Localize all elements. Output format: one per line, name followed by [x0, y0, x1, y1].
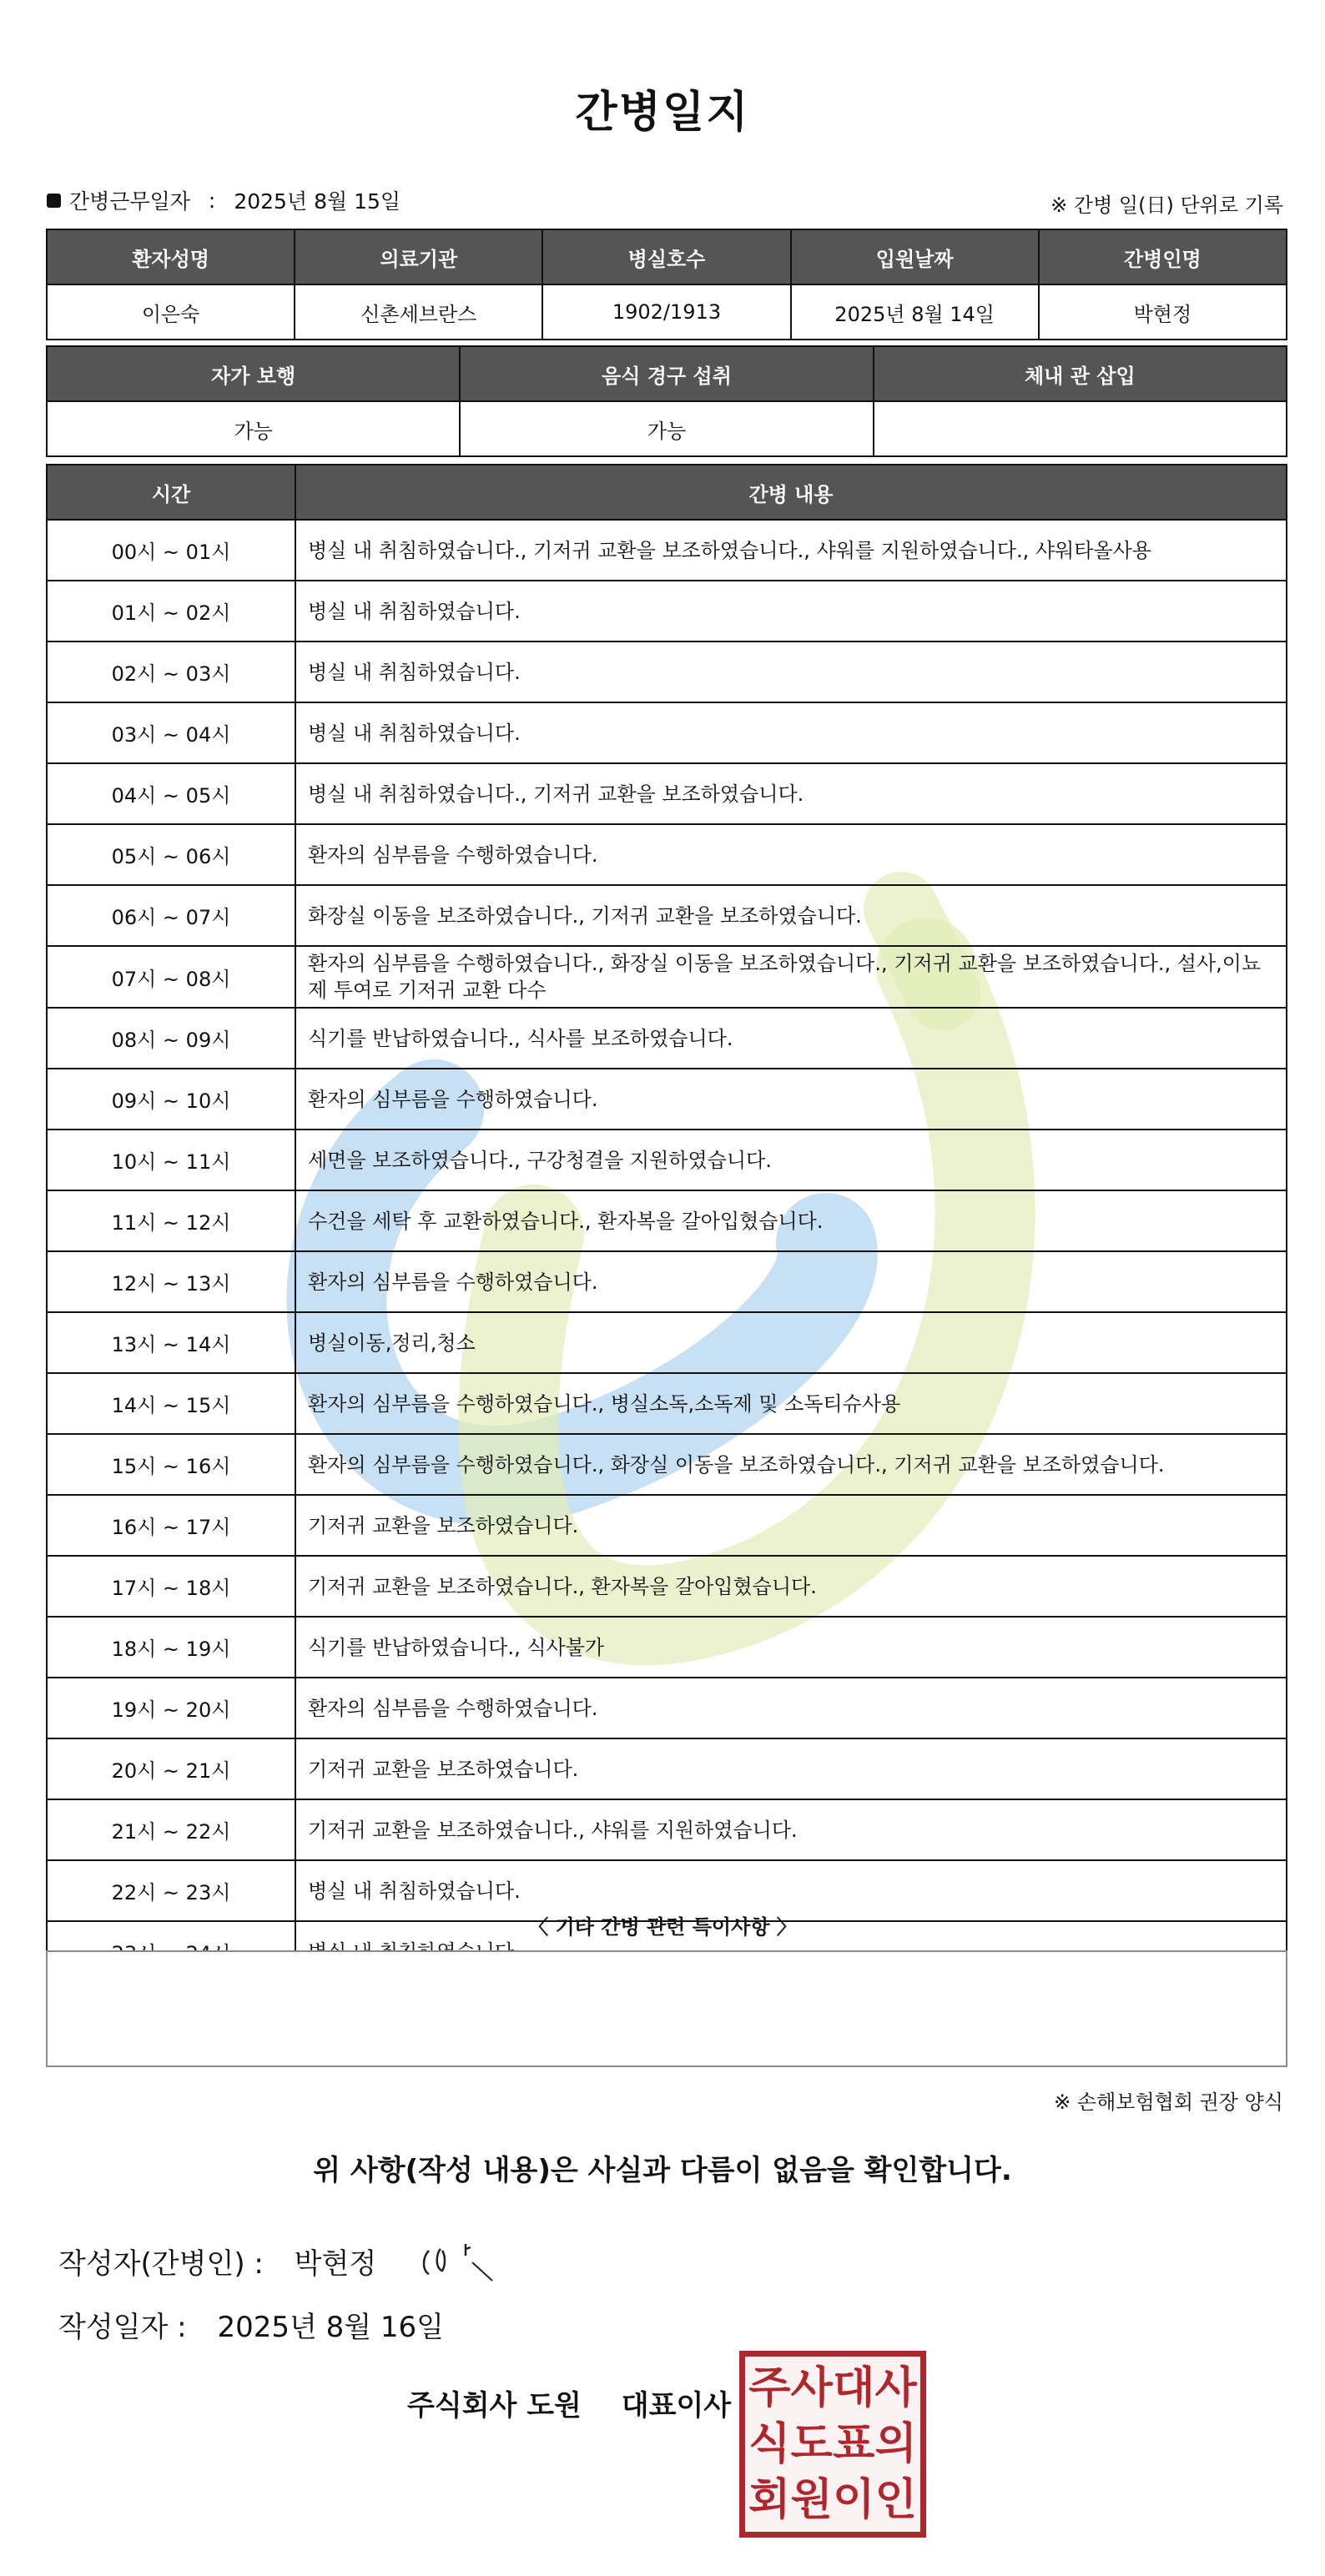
- self-walking-value: 가능: [47, 401, 460, 456]
- written-date-value: 2025년 8월 16일: [217, 2311, 445, 2344]
- header-caregiver-name: 간병인명: [1039, 229, 1287, 284]
- care-log-content: 기저귀 교환을 보조하였습니다.: [295, 1738, 1287, 1799]
- care-log-time: 16시 ~ 17시: [47, 1495, 295, 1556]
- header-admission-date: 입원날짜: [791, 229, 1039, 284]
- seal-character: 도: [790, 2418, 833, 2469]
- care-log-body: [47, 520, 1287, 1982]
- work-date-colon: :: [208, 188, 216, 213]
- seal-character: 사: [790, 2362, 833, 2413]
- care-log-row: [47, 1251, 1287, 1312]
- seal-character: 회: [748, 2474, 791, 2526]
- care-log-content: 기저귀 교환을 보조하였습니다.: [295, 1495, 1287, 1556]
- patient-info-table: [46, 229, 1287, 340]
- care-log-row: [47, 1556, 1287, 1617]
- care-log-time: 01시 ~ 02시: [47, 581, 295, 641]
- care-log-row: [47, 885, 1287, 946]
- writer-label: 작성자(간병인) :: [58, 2247, 264, 2281]
- care-log-row: [47, 641, 1287, 702]
- care-log-content: 환자의 심부름을 수행하였습니다.: [295, 1069, 1287, 1130]
- care-log-content: 병실 내 취침하였습니다.: [295, 641, 1287, 702]
- work-date-line: [47, 185, 401, 215]
- care-log-row: [47, 1495, 1287, 1556]
- care-log-row: [47, 1617, 1287, 1678]
- care-log-time: 03시 ~ 04시: [47, 702, 295, 763]
- seal-character: 대: [833, 2362, 875, 2413]
- header-tube-insertion: 체내 관 삽입: [874, 346, 1287, 401]
- care-log-row: [47, 946, 1287, 1008]
- care-log-table: [46, 464, 1287, 1983]
- seal-character: 의: [874, 2418, 917, 2469]
- patient-name: 이은숙: [47, 284, 295, 340]
- care-log-row: [47, 581, 1287, 641]
- care-log-time: 04시 ~ 05시: [47, 763, 295, 824]
- caregiver-name: 박현정: [1039, 284, 1287, 340]
- care-log-content: 환자의 심부름을 수행하였습니다., 병실소독,소독제 및 소독티슈사용: [295, 1373, 1287, 1434]
- care-log-time: 10시 ~ 11시: [47, 1130, 295, 1190]
- care-log-time: 14시 ~ 15시: [47, 1373, 295, 1434]
- bullet-square-icon: [47, 194, 61, 208]
- seal-character: 표: [833, 2418, 875, 2469]
- patient-info-value-row: [47, 284, 1287, 340]
- care-log-content: 기저귀 교환을 보조하였습니다., 환자복을 갈아입혔습니다.: [295, 1556, 1287, 1617]
- care-log-time: 12시 ~ 13시: [47, 1251, 295, 1312]
- seal-character: 원: [790, 2474, 833, 2526]
- care-log-row: [47, 1799, 1287, 1860]
- care-log-content: 환자의 심부름을 수행하였습니다.: [295, 1678, 1287, 1738]
- status-value-row: [47, 401, 1287, 456]
- remarks-title: 〈 기타 간병 관련 특이사항 〉: [528, 1915, 797, 1939]
- confirmation-statement: 위 사항(작성 내용)은 사실과 다름이 없음을 확인합니다.: [313, 2154, 1012, 2187]
- remarks-box: [46, 1950, 1287, 2067]
- work-date-value: 2025년 8월 15일: [234, 189, 401, 214]
- care-log-row: [47, 520, 1287, 581]
- written-date-line: [58, 2304, 444, 2345]
- care-log-content: 세면을 보조하였습니다., 구강청결을 지원하였습니다.: [295, 1130, 1287, 1190]
- seal-character: 주: [748, 2362, 791, 2413]
- header-time: 시간: [47, 465, 295, 520]
- care-log-time: 20시 ~ 21시: [47, 1738, 295, 1799]
- admission-date: 2025년 8월 14일: [791, 284, 1039, 340]
- care-log-time: 18시 ~ 19시: [47, 1617, 295, 1678]
- care-log-content: 환자의 심부름을 수행하였습니다.: [295, 1251, 1287, 1312]
- hospital-name: 신촌세브란스: [295, 284, 542, 340]
- company-signature-line: [407, 2382, 731, 2423]
- care-log-content: 병실 내 취침하였습니다.: [295, 1860, 1287, 1921]
- header-hospital: 의료기관: [295, 229, 542, 284]
- care-log-row: [47, 1190, 1287, 1251]
- seal-character: 사: [874, 2362, 917, 2413]
- seal-character: 이: [833, 2474, 875, 2526]
- form-note: ※ 손해보험협회 권장 양식: [1054, 2090, 1283, 2114]
- patient-info-header-row: [47, 229, 1287, 284]
- seal-character: 인: [874, 2474, 917, 2526]
- care-log-time: 22시 ~ 23시: [47, 1860, 295, 1921]
- signature: [417, 2232, 509, 2291]
- care-log-row: [47, 763, 1287, 824]
- care-log-content: 병실 내 취침하였습니다., 기저귀 교환을 보조하였습니다.: [295, 763, 1287, 824]
- room-number: 1902/1913: [542, 284, 790, 340]
- header-oral-intake: 음식 경구 섭취: [460, 346, 873, 401]
- care-log-row: [47, 1130, 1287, 1190]
- care-log-content: 기저귀 교환을 보조하였습니다., 샤워를 지원하였습니다.: [295, 1799, 1287, 1860]
- care-log-content: 병실이동,정리,청소: [295, 1312, 1287, 1373]
- care-log-time: 06시 ~ 07시: [47, 885, 295, 946]
- care-log-time: 07시 ~ 08시: [47, 946, 295, 1008]
- work-date-label: 간병근무일자: [69, 189, 190, 214]
- care-log-content: 환자의 심부름을 수행하였습니다., 화장실 이동을 보조하였습니다., 기저귀 교환을 보조하였습니다., 설사,이뇨제 투여로 기저귀 교환 다수: [295, 946, 1287, 1008]
- care-log-time: 21시 ~ 22시: [47, 1799, 295, 1860]
- care-log-row: [47, 1434, 1287, 1495]
- care-log-row: [47, 1678, 1287, 1738]
- header-self-walking: 자가 보행: [47, 346, 460, 401]
- care-log-row: [47, 1738, 1287, 1799]
- care-log-time: 19시 ~ 20시: [47, 1678, 295, 1738]
- patient-status-table: [46, 345, 1287, 457]
- care-log-time: 15시 ~ 16시: [47, 1434, 295, 1495]
- care-log-row: [47, 1008, 1287, 1069]
- tube-insertion-value: [874, 401, 1287, 456]
- care-log-row: [47, 824, 1287, 885]
- care-log-time: 13시 ~ 14시: [47, 1312, 295, 1373]
- company-representative: 대표이사: [621, 2389, 732, 2423]
- oral-intake-value: 가능: [460, 401, 873, 456]
- care-log-row: [47, 1373, 1287, 1434]
- care-log-header-row: [47, 465, 1287, 520]
- care-log-time: 17시 ~ 18시: [47, 1556, 295, 1617]
- care-log-content: 병실 내 취침하였습니다., 기저귀 교환을 보조하였습니다., 샤워를 지원하였습니다., 샤워타올사용: [295, 520, 1287, 581]
- care-log-time: 00시 ~ 01시: [47, 520, 295, 581]
- care-log-content: 병실 내 취침하였습니다.: [295, 581, 1287, 641]
- care-log-content: 환자의 심부름을 수행하였습니다.: [295, 824, 1287, 885]
- care-log-content: 식기를 반납하였습니다., 식사불가: [295, 1617, 1287, 1678]
- care-log-time: 09시 ~ 10시: [47, 1069, 295, 1130]
- care-log-content: 환자의 심부름을 수행하였습니다., 화장실 이동을 보조하였습니다., 기저귀 교환을 보조하였습니다.: [295, 1434, 1287, 1495]
- seal-character: 식: [748, 2418, 791, 2469]
- status-header-row: [47, 346, 1287, 401]
- care-log-row: [47, 1069, 1287, 1130]
- written-date-label: 작성일자 :: [58, 2311, 187, 2344]
- care-log-content: 병실 내 취침하였습니다.: [295, 702, 1287, 763]
- header-care-content: 간병 내용: [295, 465, 1287, 520]
- care-log-content: 식기를 반납하였습니다., 식사를 보조하였습니다.: [295, 1008, 1287, 1069]
- care-log-time: 02시 ~ 03시: [47, 641, 295, 702]
- writer-name: 박현정: [294, 2247, 377, 2281]
- company-name: 주식회사 도원: [407, 2389, 582, 2423]
- care-log-content: 수건을 세탁 후 교환하였습니다., 환자복을 갈아입혔습니다.: [295, 1190, 1287, 1251]
- header-room-number: 병실호수: [542, 229, 790, 284]
- company-seal-stamp: [739, 2351, 926, 2538]
- header-patient-name: 환자성명: [47, 229, 295, 284]
- care-log-content: 화장실 이동을 보조하였습니다., 기저귀 교환을 보조하였습니다.: [295, 885, 1287, 946]
- care-log-time: 05시 ~ 06시: [47, 824, 295, 885]
- care-log-row: [47, 1312, 1287, 1373]
- care-log-time: 08시 ~ 09시: [47, 1008, 295, 1069]
- unit-note: ※ 간병 일(日) 단위로 기록: [1050, 194, 1283, 217]
- page-title: 간병일지: [575, 88, 750, 138]
- care-log-row: [47, 702, 1287, 763]
- care-log-time: 11시 ~ 12시: [47, 1190, 295, 1251]
- writer-line: [58, 2241, 376, 2282]
